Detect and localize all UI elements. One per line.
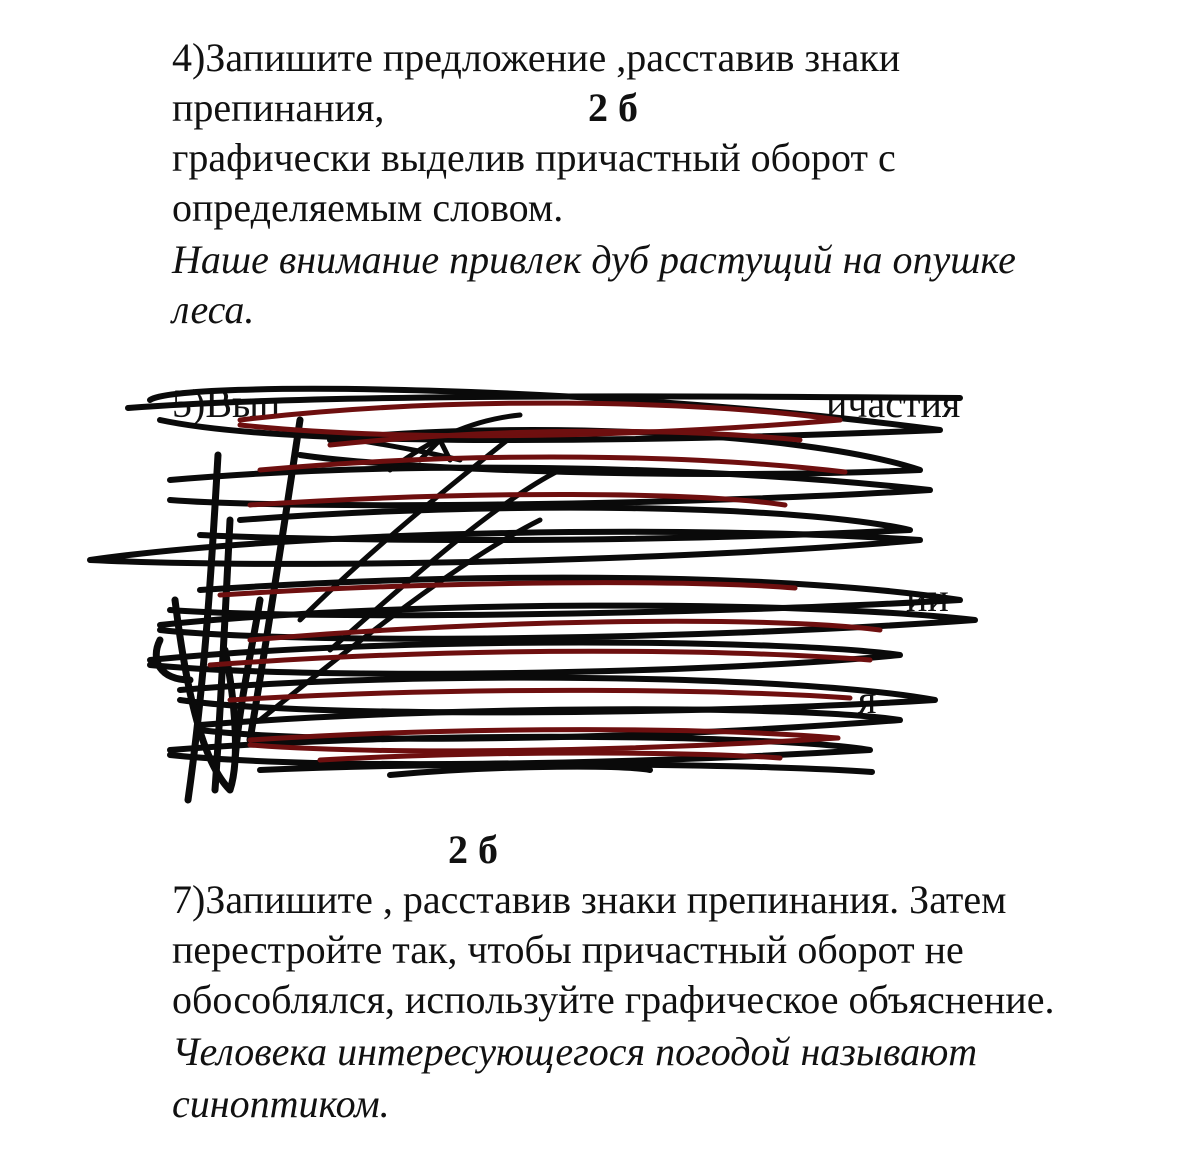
task-4-points: 2 б bbox=[588, 85, 638, 130]
task-7-sentence-line-2: синоптиком. bbox=[172, 1081, 390, 1126]
task-7-line-1: 7)Запишите , расставив знаки препинания. Затем bbox=[172, 877, 1007, 922]
crossed-out-fragment-2: ичастия bbox=[826, 381, 961, 426]
task-4-line-4: определяемым словом. bbox=[172, 185, 564, 230]
task-7-line-2: перестройте так, чтобы причастный оборот не bbox=[172, 927, 964, 972]
black-scribble-strokes bbox=[90, 389, 975, 775]
task-7-sentence-line-1: Человека интересующегося погодой называют bbox=[172, 1029, 978, 1074]
crossed-out-fragment-3: ии bbox=[906, 575, 949, 620]
black-vertical-strokes bbox=[156, 420, 300, 800]
task-4-sentence-line-2: леса. bbox=[172, 287, 255, 332]
red-scribble-strokes bbox=[210, 403, 880, 760]
task-7-points: 2 б bbox=[448, 827, 498, 872]
task-4-line-2: препинания, bbox=[172, 85, 385, 130]
task-4-line-1: 4)Запишите предложение ,расставив знаки bbox=[172, 35, 901, 80]
task-7-line-3: обособлялся, используйте графическое объяснение. bbox=[172, 977, 1055, 1022]
crossed-out-fragment-1: 5)Вып bbox=[172, 381, 281, 426]
task-4-sentence-line-1: Наше внимание привлек дуб растущий на опушке bbox=[172, 237, 1016, 282]
crossed-out-fragment-4: я bbox=[858, 677, 877, 722]
black-diagonal-strokes bbox=[260, 415, 560, 720]
task-4-line-3: графически выделив причастный оборот с bbox=[172, 135, 896, 180]
